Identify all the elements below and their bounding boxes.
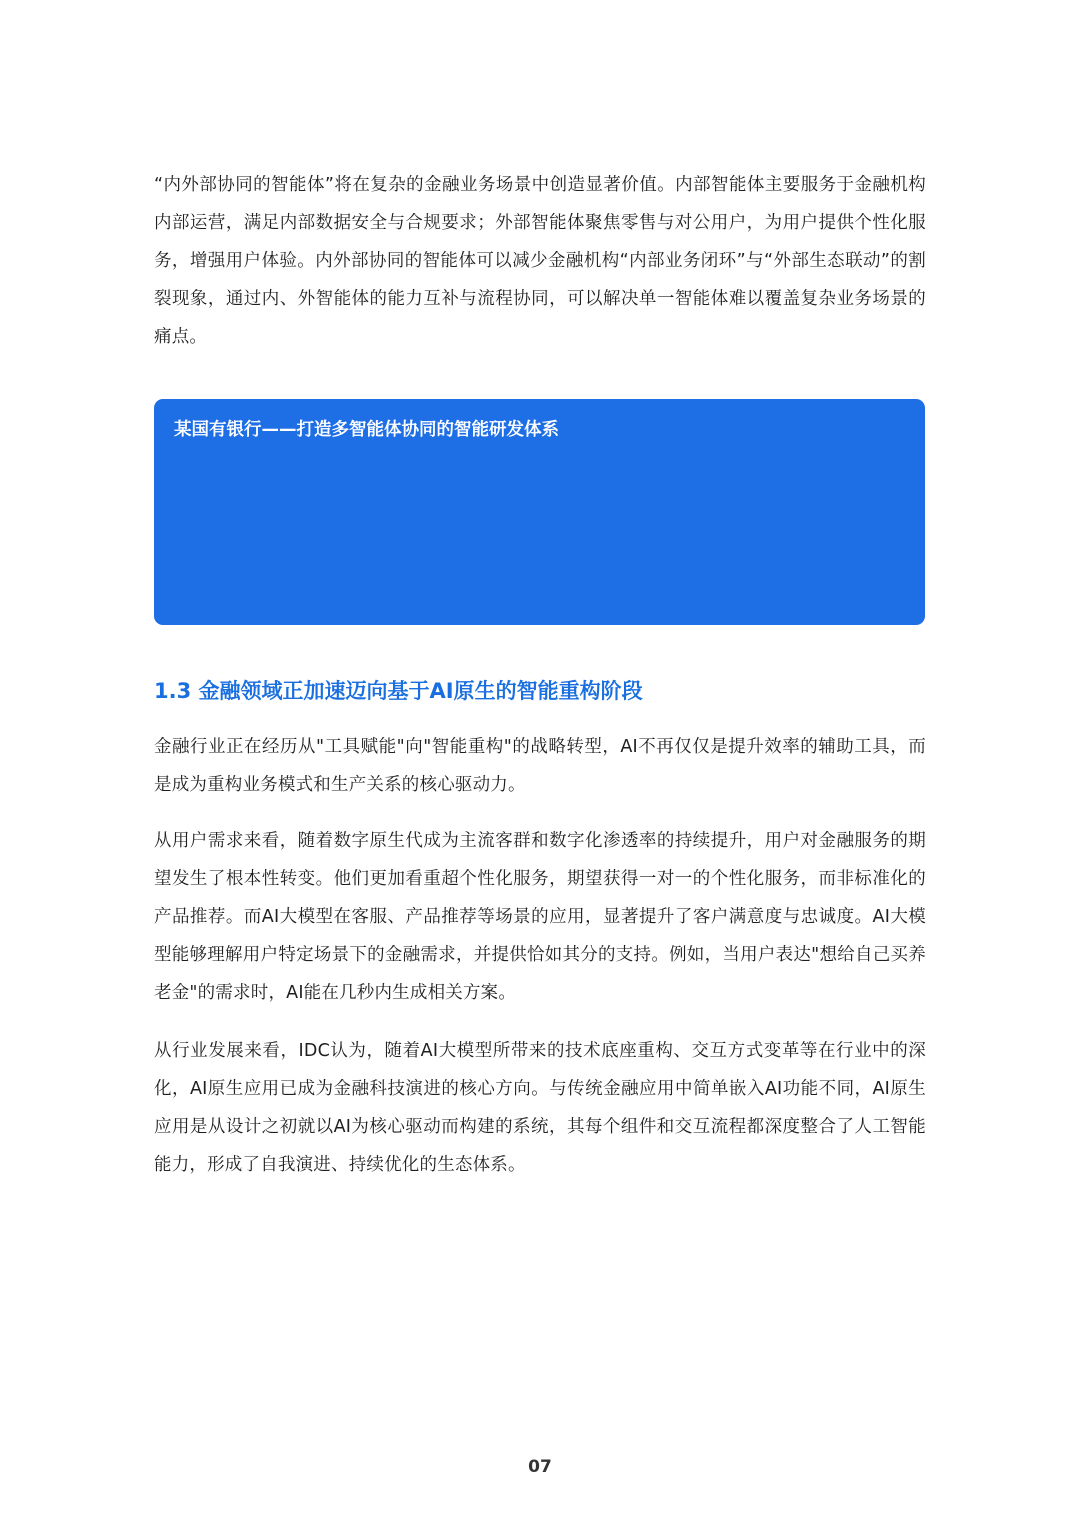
- intro-paragraph: “内外部协同的智能体”将在复杂的金融业务场景中创造显著价值。内部智能体主要服务于金融机构内部运营，满足内部数据安全与合规要求；外部智能体聚焦零售与对公用户，为用户提供个性化服务，增强用户体验。内外部协同的智能体可以减少金融机构“内部业务闭环”与“外部生态联动”的割裂现象，通过内、外智能体的能力互补与流程协同，可以解决单一智能体难以覆盖复杂业务场景的痛点。: [154, 175, 926, 347]
- case-study-title: 某国有银行——打造多智能体协同的智能研发体系: [174, 420, 559, 440]
- section-paragraph-1: 金融行业正在经历从"工具赋能"向"智能重构"的战略转型，AI不再仅仅是提升效率的辅助工具，而是成为重构业务模式和生产关系的核心驱动力。: [154, 737, 926, 795]
- section-paragraph-3: 从行业发展来看，IDC认为，随着AI大模型所带来的技术底座重构、交互方式变革等在行业中的深化，AI原生应用已成为金融科技演进的核心方向。与传统金融应用中简单嵌入AI功能不同，AI原生应用是从设计之初就以AI为核心驱动而构建的系统，其每个组件和交互流程都深度整合了人工智能能力，形成了自我演进、持续优化的生态体系。: [154, 1041, 926, 1175]
- case-study-box: [154, 399, 925, 625]
- section-paragraph-2: 从用户需求来看，随着数字原生代成为主流客群和数字化渗透率的持续提升，用户对金融服务的期望发生了根本性转变。他们更加看重超个性化服务，期望获得一对一的个性化服务，而非标准化的产品推荐。而AI大模型在客服、产品推荐等场景的应用，显著提升了客户满意度与忠诚度。AI大模型能够理解用户特定场景下的金融需求，并提供恰如其分的支持。例如，当用户表达"想给自己买养老金"的需求时，AI能在几秒内生成相关方案。: [154, 831, 926, 1003]
- section-heading: 1.3 金融领域正加速迈向基于AI原生的智能重构阶段: [154, 679, 643, 703]
- page-number: 07: [528, 1457, 552, 1477]
